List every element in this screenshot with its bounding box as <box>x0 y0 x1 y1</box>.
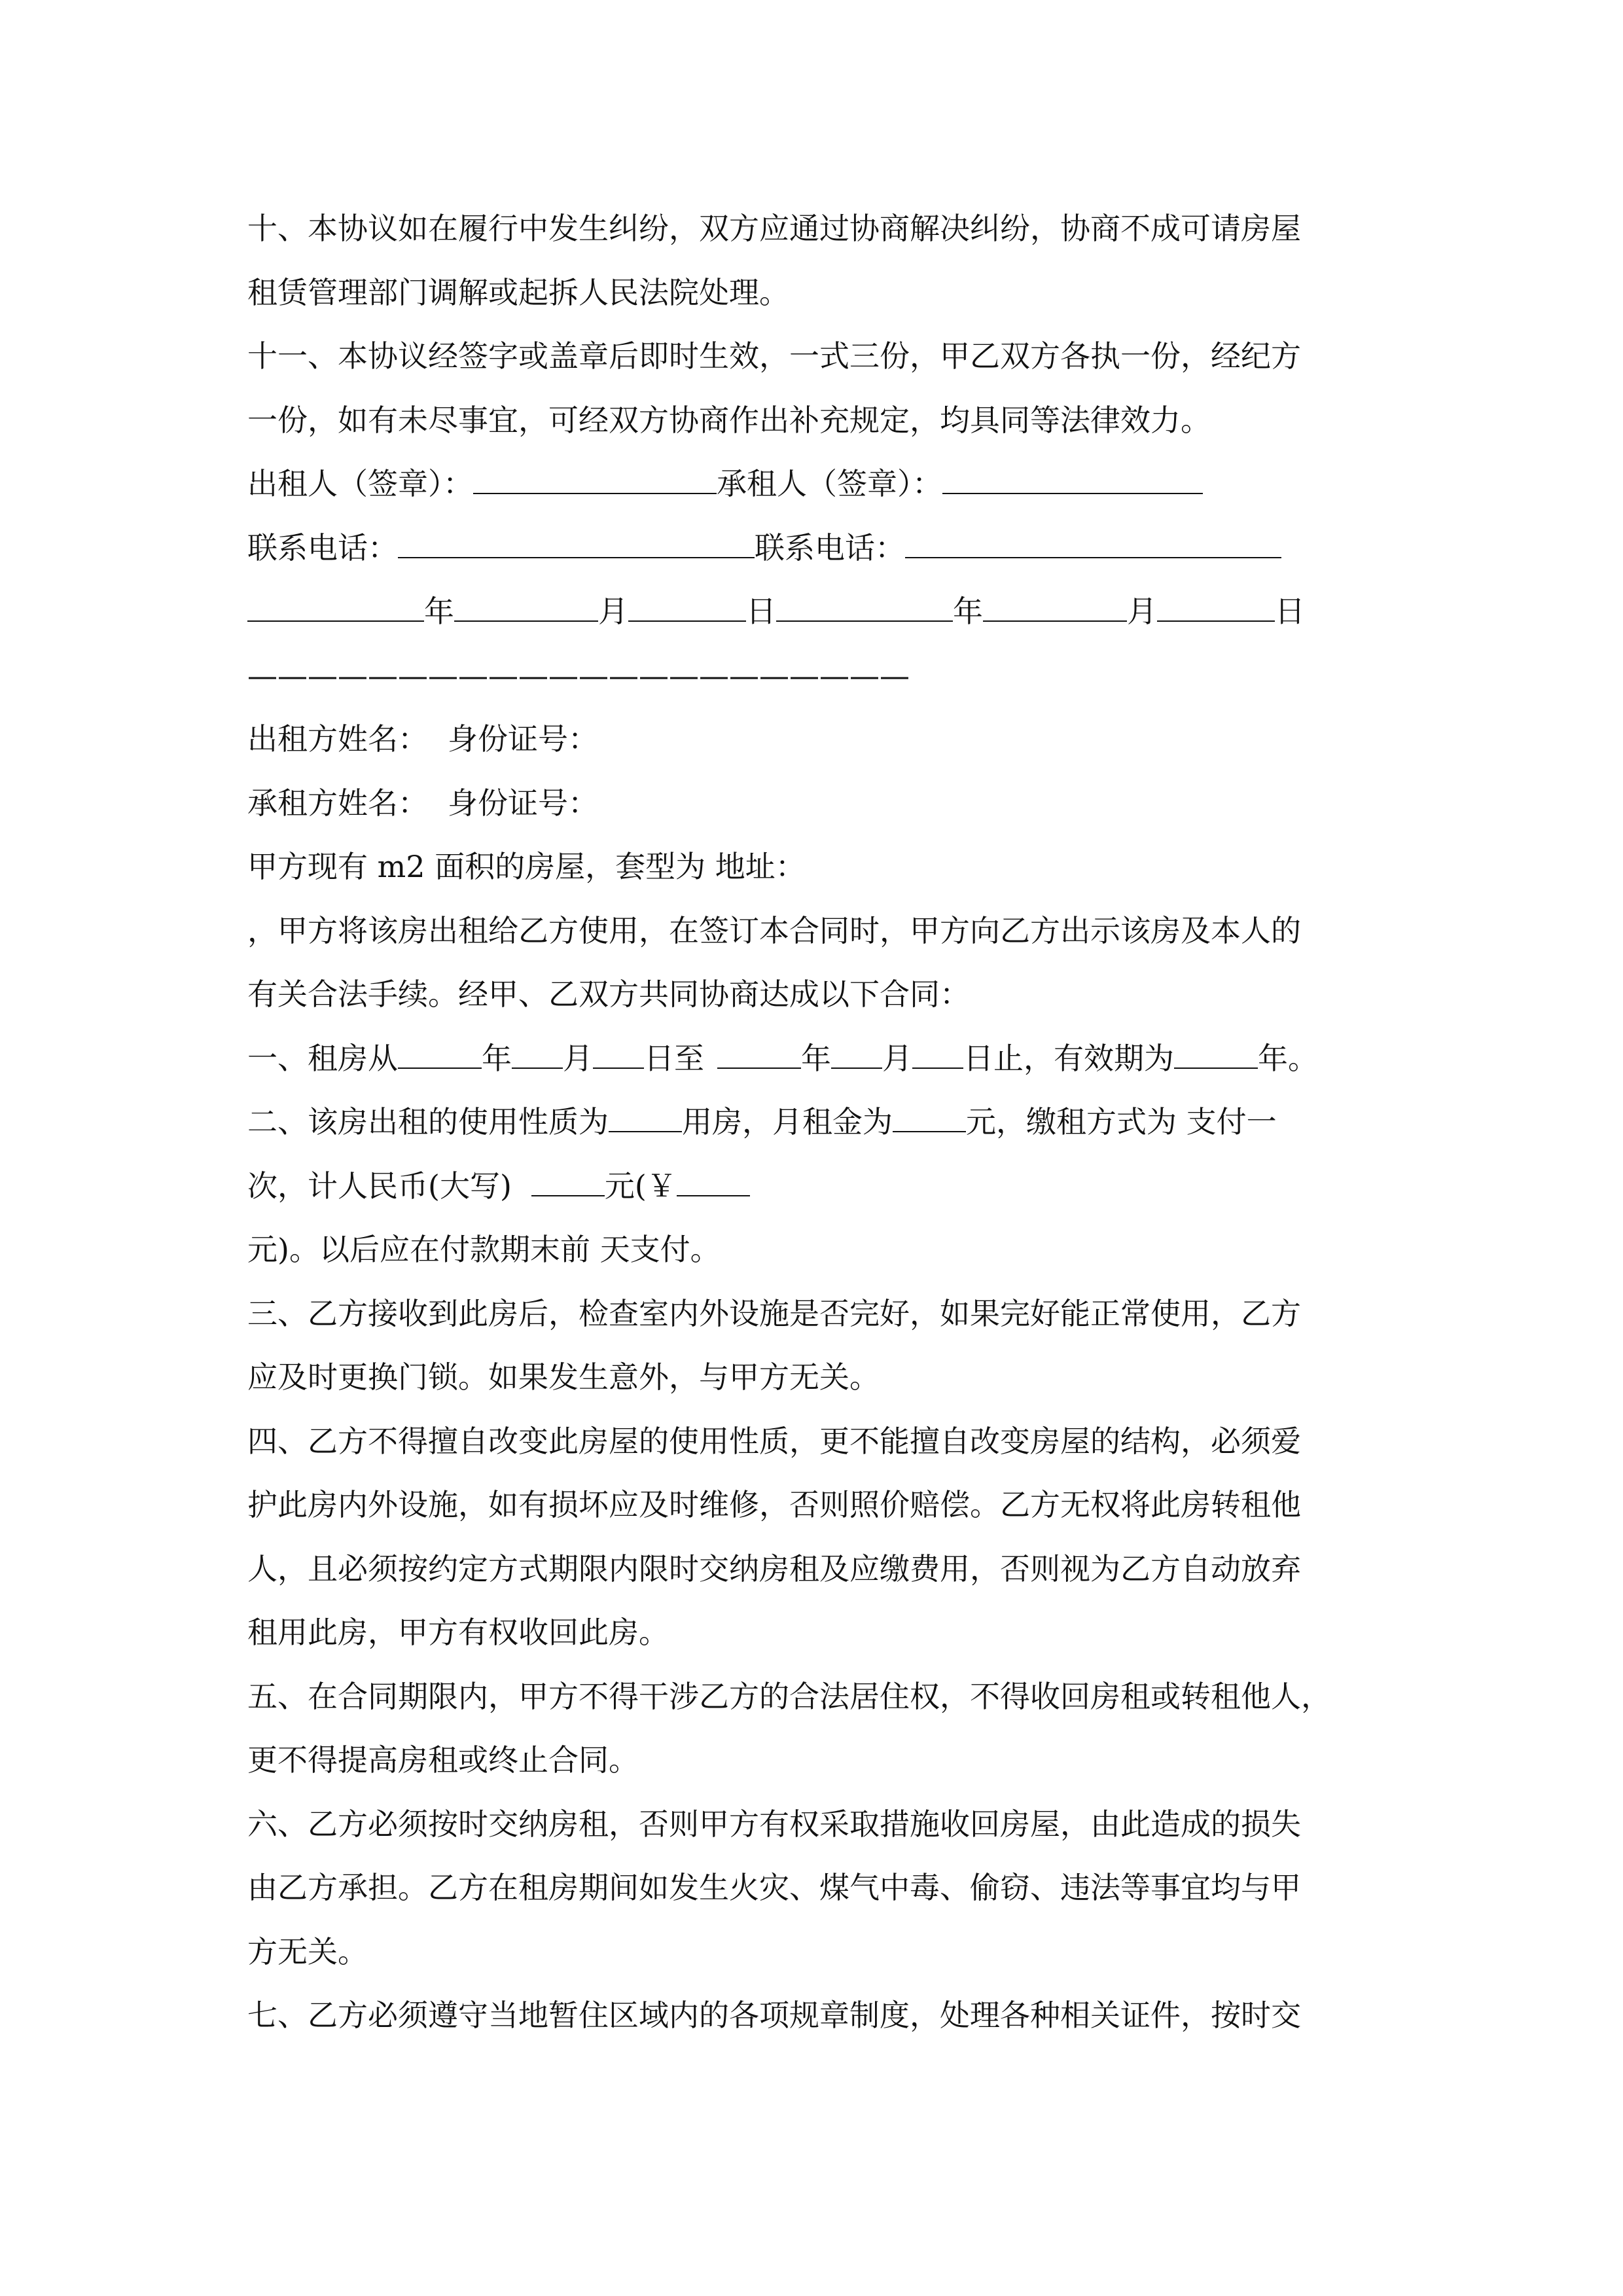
lessor-date-day-blank[interactable] <box>628 583 746 622</box>
amount-words-blank[interactable] <box>531 1157 605 1196</box>
lessor-name-label: 出租方姓名： <box>247 721 428 757</box>
lessee-date-month-blank[interactable] <box>983 583 1127 622</box>
clause-2-text-e: 元(￥ <box>604 1168 677 1204</box>
clause-1-line <box>247 1027 1380 1091</box>
usage-type-blank[interactable] <box>609 1093 682 1132</box>
phone-row <box>247 516 1380 581</box>
lessee-date-day-blank[interactable] <box>1157 583 1275 622</box>
clause-7-line-1: 七、乙方必须遵守当地暂住区域内的各项规章制度，处理各种相关证件，按时交 <box>247 1998 1301 2033</box>
lessee-signature-label: 承租人（签章）： <box>717 466 942 501</box>
clause-2-line-3: 元)。以后应在付款期末前 天支付。 <box>247 1232 721 1267</box>
clause-11-line-1: 十一、本协议经签字或盖章后即时生效，一式三份，甲乙双方各执一份，经纪方 <box>247 338 1301 374</box>
intro-line-2: ，甲方将该房出租给乙方使用，在签订本合同时，甲方向乙方出示该房及本人的 <box>247 912 1301 948</box>
clause-1-text-e: 年 <box>801 1040 831 1076</box>
clause-4-line-4: 租用此房，甲方有权收回此房。 <box>247 1615 669 1650</box>
clause-2-text-a: 二、该房出租的使用性质为 <box>247 1104 609 1139</box>
lessor-date-year-blank[interactable] <box>247 583 424 622</box>
start-day-blank[interactable] <box>593 1030 644 1069</box>
clause-1-text-c: 月 <box>563 1040 593 1076</box>
clause-4-line-1: 四、乙方不得擅自改变此房屋的使用性质，更不能擅自改变房屋的结构，必须爱 <box>247 1423 1301 1459</box>
end-month-blank[interactable] <box>831 1030 882 1069</box>
clause-10-line-1: 十、本协议如在履行中发生纠纷，双方应通过协商解决纠纷，协商不成可请房屋 <box>247 211 1301 246</box>
clause-6-line-2: 由乙方承担。乙方在租房期间如发生火灾、煤气中毒、偷窃、违法等事宜均与甲 <box>247 1870 1301 1905</box>
lessee-phone-blank[interactable] <box>905 519 1281 558</box>
lessor-signature-blank[interactable] <box>473 455 717 494</box>
clause-4-line-2: 护此房内外设施，如有损坏应及时维修，否则照价赔偿。乙方无权将此房转租他 <box>247 1487 1301 1522</box>
clause-3-line-1: 三、乙方接收到此房后，检查室内外设施是否完好，如果完好能正常使用，乙方 <box>247 1295 1301 1331</box>
lessor-phone-blank[interactable] <box>398 519 755 558</box>
clause-11-line-2: 一份，如有未尽事宜，可经双方协商作出补充规定，均具同等法律效力。 <box>247 402 1211 438</box>
start-year-blank[interactable] <box>398 1030 482 1069</box>
term-years-blank[interactable] <box>1174 1030 1258 1069</box>
lessee-signature-blank[interactable] <box>942 455 1203 494</box>
lessor-signature-label: 出租人（签章）： <box>247 466 473 501</box>
clause-1-text-h: 年。 <box>1258 1040 1318 1076</box>
clause-1-text-d: 日至 <box>644 1040 704 1076</box>
clause-1-text-a: 一、租房从 <box>247 1040 398 1076</box>
clause-1-text-g: 日止，有效期为 <box>963 1040 1174 1076</box>
date-month-label-2: 月 <box>1127 594 1157 629</box>
end-year-blank[interactable] <box>717 1030 801 1069</box>
clause-2-text-d: 次，计人民币(大写) <box>247 1168 512 1204</box>
clause-4-line-3: 人，且必须按约定方式期限内限时交纳房租及应缴费用，否则视为乙方自动放弃 <box>247 1551 1301 1587</box>
clause-10-line-2: 租赁管理部门调解或起拆人民法院处理。 <box>247 274 789 310</box>
date-day-label: 日 <box>746 594 776 629</box>
lessee-info-row <box>247 772 1380 836</box>
clause-1-text-f: 月 <box>882 1040 912 1076</box>
clause-6-line-1: 六、乙方必须按时交纳房租，否则甲方有权采取措施收回房屋，由此造成的损失 <box>247 1806 1301 1842</box>
clause-5-line-2: 更不得提高房租或终止合同。 <box>247 1742 639 1778</box>
lessor-id-label: 身份证号： <box>448 721 598 757</box>
date-month-label: 月 <box>598 594 628 629</box>
clause-2-line-1 <box>247 1090 1380 1155</box>
contract-body <box>247 197 1380 2048</box>
intro-line-3: 有关合法手续。经甲、乙双方共同协商达成以下合同： <box>247 977 970 1012</box>
date-day-label-2: 日 <box>1275 594 1305 629</box>
clause-2-text-b: 用房，月租金为 <box>682 1104 893 1139</box>
clause-3-line-2: 应及时更换门锁。如果发生意外，与甲方无关。 <box>247 1359 880 1395</box>
amount-number-blank[interactable] <box>677 1157 750 1196</box>
date-row <box>247 580 1380 644</box>
intro-line-1: 甲方现有 m2 面积的房屋，套型为 地址： <box>247 849 806 884</box>
clause-2-line-2 <box>247 1155 1380 1219</box>
lessor-phone-label: 联系电话： <box>247 529 398 565</box>
end-day-blank[interactable] <box>912 1030 963 1069</box>
lessor-date-month-blank[interactable] <box>454 583 598 622</box>
lessor-info-row <box>247 708 1380 772</box>
lessee-id-label: 身份证号： <box>448 785 598 821</box>
clause-5-line-1: 五、在合同期限内，甲方不得干涉乙方的合法居住权，不得收回房租或转租他人， <box>247 1678 1331 1714</box>
clause-2-text-c: 元，缴租方式为 支付一 <box>966 1104 1277 1139</box>
monthly-rent-blank[interactable] <box>893 1093 966 1132</box>
lessee-phone-label: 联系电话： <box>755 529 905 565</box>
clause-1-text-b: 年 <box>482 1040 512 1076</box>
date-year-label: 年 <box>424 594 454 629</box>
lessee-date-year-blank[interactable] <box>776 583 953 622</box>
clause-6-line-3: 方无关。 <box>247 1933 368 1969</box>
separator-line: —————————————————————— <box>247 657 910 693</box>
start-month-blank[interactable] <box>512 1030 563 1069</box>
signature-row <box>247 452 1380 516</box>
lessee-name-label: 承租方姓名： <box>247 785 428 821</box>
date-year-label-2: 年 <box>953 594 983 629</box>
